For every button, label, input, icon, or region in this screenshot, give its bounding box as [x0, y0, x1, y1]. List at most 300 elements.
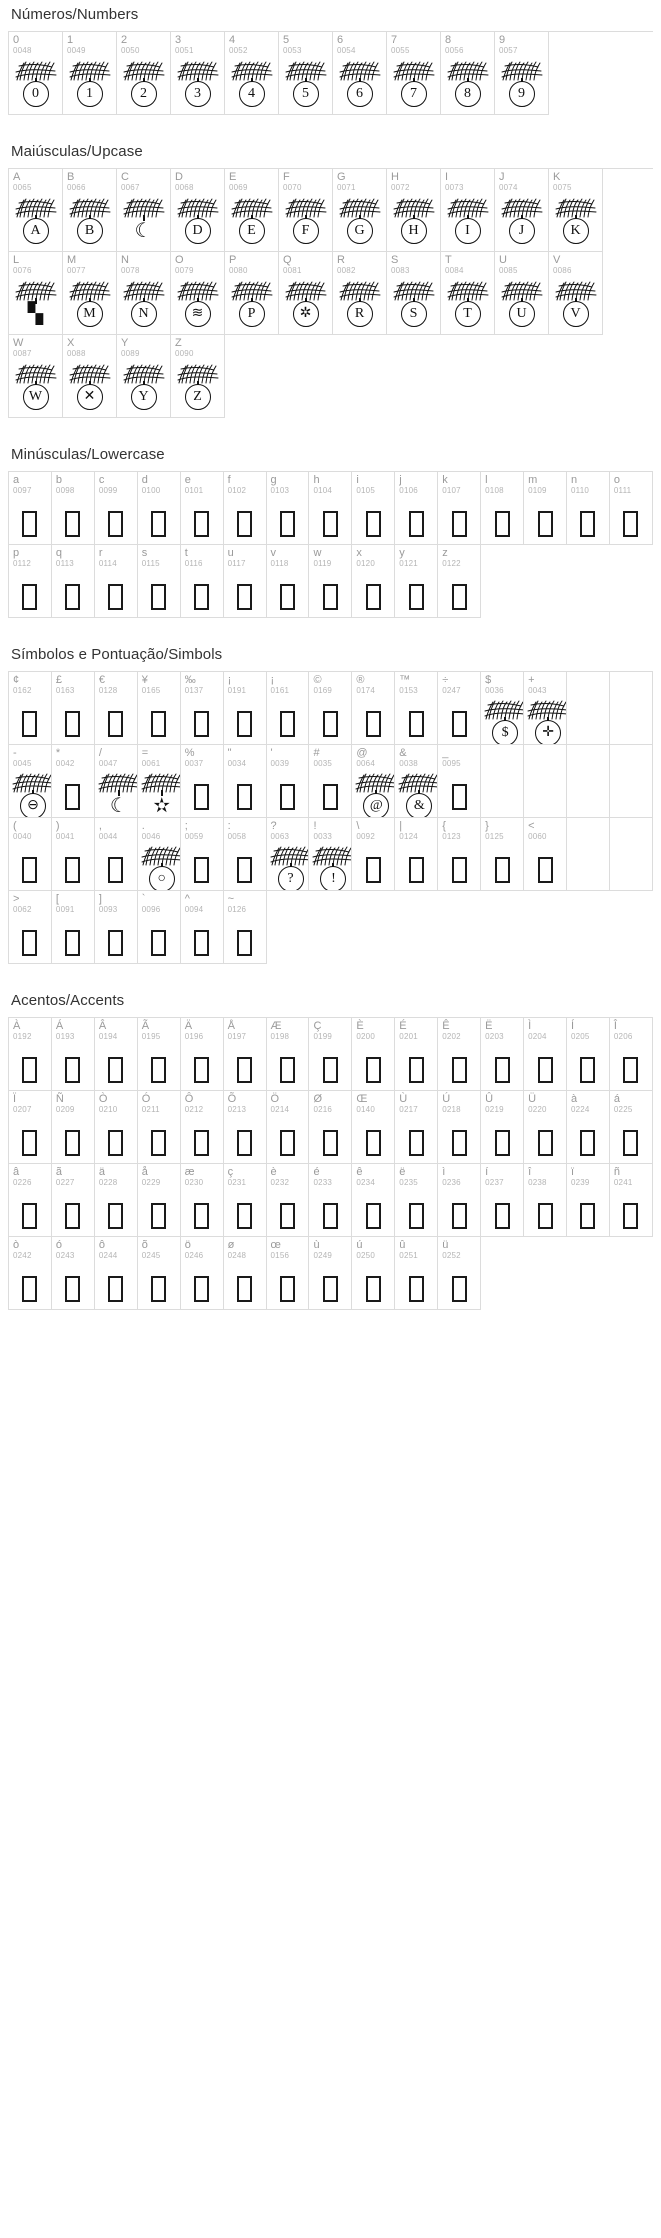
glyph-cell[interactable] — [63, 169, 117, 252]
glyph-code-label: 0110 — [570, 486, 589, 495]
glyph-medallion: R — [347, 301, 373, 327]
glyph-cell[interactable] — [181, 672, 224, 745]
glyph-char-label: * — [55, 747, 61, 759]
glyph-cell[interactable] — [267, 1237, 310, 1310]
glyph-cell[interactable] — [395, 1237, 438, 1310]
glyph-cell[interactable] — [438, 672, 481, 745]
glyph-cell[interactable] — [9, 745, 52, 818]
glyph-cell[interactable] — [138, 1164, 181, 1237]
glyph-preview — [610, 497, 652, 541]
glyph-cell[interactable] — [309, 1237, 352, 1310]
glyph-preview — [567, 770, 609, 814]
glyph-cell[interactable] — [438, 1164, 481, 1237]
glyph-cell[interactable] — [225, 252, 279, 335]
glyph-medallion: G — [347, 218, 373, 244]
missing-glyph-icon — [194, 511, 209, 537]
glyph-cell[interactable] — [279, 169, 333, 252]
glyph-char-label: ( — [13, 820, 17, 832]
glyph-cell[interactable] — [181, 818, 224, 891]
glyph-cell[interactable] — [610, 1018, 653, 1091]
glyph-preview — [333, 195, 386, 247]
glyph-char-label: ò — [13, 1239, 20, 1251]
glyph-cell[interactable] — [309, 1164, 352, 1237]
glyph-cell[interactable] — [610, 745, 653, 818]
glyph-cell[interactable] — [224, 745, 267, 818]
glyph-cell[interactable] — [95, 818, 138, 891]
glyph-char-label: = — [141, 747, 149, 759]
glyph-cell[interactable] — [333, 32, 387, 115]
glyph-cell[interactable] — [95, 1018, 138, 1091]
glyph-cell[interactable] — [395, 1018, 438, 1091]
glyph-code-label: 0203 — [485, 1032, 504, 1041]
glyph-code-label: 0137 — [184, 686, 204, 695]
decorated-glyph-icon — [336, 58, 384, 108]
decorated-glyph-icon — [66, 278, 114, 328]
glyph-cell[interactable] — [481, 1018, 524, 1091]
glyph-cell[interactable] — [481, 472, 524, 545]
glyph-cell[interactable] — [352, 1237, 395, 1310]
glyph-cell[interactable] — [309, 1091, 352, 1164]
glyph-char-label: 1 — [67, 34, 74, 46]
glyph-cell[interactable] — [117, 169, 171, 252]
glyph-cell[interactable] — [495, 32, 549, 115]
glyph-medallion: ✲ — [293, 301, 319, 327]
glyph-cell[interactable] — [181, 545, 224, 618]
glyph-cell[interactable] — [95, 545, 138, 618]
glyph-cell[interactable] — [117, 32, 171, 115]
glyph-code-label: 0124 — [399, 832, 418, 841]
glyph-preview — [9, 58, 62, 110]
glyph-cell[interactable] — [63, 252, 117, 335]
glyph-char-label: ; — [184, 820, 188, 832]
glyph-cell[interactable] — [9, 1164, 52, 1237]
glyph-char-label: 9 — [499, 34, 506, 46]
glyph-cell[interactable] — [181, 745, 224, 818]
glyph-cell[interactable] — [171, 335, 225, 418]
glyph-code-label: 0104 — [313, 486, 333, 495]
glyph-preview — [117, 278, 170, 330]
decorated-glyph-icon — [12, 58, 60, 108]
glyph-cell[interactable] — [63, 335, 117, 418]
glyph-cell[interactable] — [567, 672, 610, 745]
glyph-cell[interactable] — [224, 1237, 267, 1310]
glyph-preview — [63, 195, 116, 247]
glyph-char-label: ÷ — [442, 674, 449, 686]
glyph-cell[interactable] — [567, 1164, 610, 1237]
decorated-glyph-icon — [9, 770, 52, 818]
glyph-char-label: Y — [121, 337, 129, 349]
glyph-code-label: 0237 — [485, 1178, 504, 1187]
glyph-preview — [9, 843, 51, 887]
glyph-cell[interactable] — [224, 1018, 267, 1091]
glyph-cell[interactable] — [395, 472, 438, 545]
glyph-grid — [8, 471, 653, 618]
glyph-cell[interactable] — [395, 545, 438, 618]
glyph-code-label: 0232 — [270, 1178, 290, 1187]
glyph-cell[interactable] — [117, 335, 171, 418]
glyph-char-label: P — [229, 254, 237, 266]
glyph-cell[interactable] — [309, 745, 352, 818]
glyph-char-label: ‰ — [184, 674, 196, 686]
glyph-cell[interactable] — [267, 1018, 310, 1091]
glyph-cell[interactable] — [267, 545, 310, 618]
glyph-cell[interactable] — [181, 1018, 224, 1091]
glyph-cell[interactable] — [333, 169, 387, 252]
glyph-cell[interactable] — [138, 745, 181, 818]
glyph-medallion: ☾ — [134, 220, 153, 242]
glyph-preview — [309, 497, 351, 541]
glyph-char-label: f — [227, 474, 231, 486]
glyph-cell[interactable] — [495, 169, 549, 252]
glyph-code-label: 0224 — [570, 1105, 590, 1114]
glyph-cell[interactable] — [524, 745, 567, 818]
glyph-cell[interactable] — [481, 672, 524, 745]
glyph-code-label: 0035 — [313, 759, 333, 768]
glyph-cell[interactable] — [387, 32, 441, 115]
decorated-glyph-icon — [309, 843, 352, 891]
glyph-cell[interactable] — [395, 1091, 438, 1164]
glyph-cell[interactable] — [352, 545, 395, 618]
glyph-cell[interactable] — [352, 472, 395, 545]
glyph-cell[interactable] — [524, 472, 567, 545]
glyph-cell[interactable] — [95, 745, 138, 818]
glyph-preview — [9, 497, 51, 541]
glyph-cell[interactable] — [395, 818, 438, 891]
glyph-cell[interactable] — [52, 818, 95, 891]
glyph-code-label: 0082 — [337, 266, 356, 275]
glyph-cell[interactable] — [267, 672, 310, 745]
glyph-cell[interactable] — [9, 472, 52, 545]
glyph-cell[interactable] — [224, 818, 267, 891]
glyph-preview — [138, 1043, 180, 1087]
glyph-cell[interactable] — [441, 169, 495, 252]
glyph-cell[interactable] — [224, 891, 267, 964]
missing-glyph-icon — [237, 1203, 252, 1229]
glyph-char-label: ? — [270, 820, 277, 832]
glyph-cell[interactable] — [279, 252, 333, 335]
glyph-cell[interactable] — [95, 472, 138, 545]
glyph-char-label: å — [141, 1166, 148, 1178]
glyph-cell[interactable] — [9, 1091, 52, 1164]
glyph-preview — [63, 58, 116, 110]
sections-container — [8, 0, 653, 1310]
glyph-cell[interactable] — [524, 1091, 567, 1164]
glyph-cell[interactable] — [567, 818, 610, 891]
glyph-preview — [181, 697, 223, 741]
glyph-cell[interactable] — [438, 745, 481, 818]
glyph-preview — [309, 1189, 351, 1233]
glyph-cell[interactable] — [52, 1018, 95, 1091]
glyph-cell[interactable] — [352, 1018, 395, 1091]
glyph-cell[interactable] — [309, 818, 352, 891]
glyph-cell[interactable] — [549, 252, 603, 335]
glyph-char-label: C — [121, 171, 129, 183]
glyph-preview — [95, 1116, 137, 1160]
glyph-char-label: ó — [55, 1239, 63, 1251]
glyph-char-label: é — [313, 1166, 320, 1178]
glyph-preview — [171, 58, 224, 110]
glyph-cell[interactable] — [481, 745, 524, 818]
glyph-cell[interactable] — [138, 1018, 181, 1091]
glyph-cell[interactable] — [52, 472, 95, 545]
glyph-code-label: 0058 — [227, 832, 247, 841]
glyph-cell[interactable] — [9, 252, 63, 335]
glyph-char-label: è — [270, 1166, 277, 1178]
glyph-cell[interactable] — [395, 1164, 438, 1237]
glyph-char-label: S — [391, 254, 399, 266]
glyph-code-label: 0081 — [283, 266, 302, 275]
decorated-glyph-icon — [524, 697, 567, 745]
glyph-cell[interactable] — [395, 672, 438, 745]
glyph-code-label: 0055 — [391, 46, 410, 55]
glyph-cell[interactable] — [9, 1237, 52, 1310]
glyph-cell[interactable] — [52, 672, 95, 745]
glyph-cell[interactable] — [438, 472, 481, 545]
glyph-cell[interactable] — [138, 672, 181, 745]
glyph-cell[interactable] — [610, 818, 653, 891]
glyph-cell[interactable] — [524, 672, 567, 745]
glyph-cell[interactable] — [181, 1237, 224, 1310]
glyph-cell[interactable] — [181, 891, 224, 964]
glyph-cell[interactable] — [138, 1091, 181, 1164]
glyph-code-label: 0036 — [485, 686, 504, 695]
glyph-code-label: 0067 — [121, 183, 140, 192]
glyph-cell[interactable] — [52, 1237, 95, 1310]
glyph-cell[interactable] — [438, 545, 481, 618]
glyph-code-label: 0077 — [67, 266, 86, 275]
glyph-cell[interactable] — [224, 545, 267, 618]
glyph-preview — [138, 916, 180, 960]
glyph-cell[interactable] — [438, 1091, 481, 1164]
glyph-code-label: 0079 — [175, 266, 194, 275]
glyph-cell[interactable] — [567, 745, 610, 818]
glyph-cell[interactable] — [138, 891, 181, 964]
glyph-code-label: 0064 — [356, 759, 375, 768]
glyph-char-label: v — [270, 547, 277, 559]
glyph-cell[interactable] — [95, 891, 138, 964]
glyph-cell[interactable] — [9, 335, 63, 418]
glyph-preview — [279, 195, 332, 247]
glyph-cell[interactable] — [333, 252, 387, 335]
glyph-cell[interactable] — [438, 1237, 481, 1310]
missing-glyph-icon — [366, 1057, 381, 1083]
glyph-cell[interactable] — [352, 1091, 395, 1164]
glyph-cell[interactable] — [171, 32, 225, 115]
missing-glyph-icon — [194, 1203, 209, 1229]
glyph-preview — [9, 1262, 51, 1306]
glyph-cell[interactable] — [352, 1164, 395, 1237]
glyph-cell[interactable] — [171, 169, 225, 252]
glyph-code-label: 0204 — [528, 1032, 547, 1041]
glyph-cell[interactable] — [95, 672, 138, 745]
glyph-cell[interactable] — [267, 472, 310, 545]
glyph-cell[interactable] — [610, 672, 653, 745]
glyph-cell[interactable] — [9, 545, 52, 618]
glyph-cell[interactable] — [267, 1091, 310, 1164]
glyph-char-label: x — [356, 547, 362, 559]
glyph-cell[interactable] — [309, 1018, 352, 1091]
glyph-char-label: Ï — [13, 1093, 17, 1105]
glyph-preview — [333, 58, 386, 110]
glyph-cell[interactable] — [224, 472, 267, 545]
glyph-code-label: 0065 — [13, 183, 32, 192]
glyph-cell[interactable] — [171, 252, 225, 335]
glyph-cell[interactable] — [549, 169, 603, 252]
glyph-cell[interactable] — [224, 672, 267, 745]
glyph-char-label: [ — [55, 893, 59, 905]
glyph-char-label: 2 — [121, 34, 128, 46]
glyph-cell[interactable] — [267, 745, 310, 818]
glyph-cell[interactable] — [9, 169, 63, 252]
glyph-cell[interactable] — [138, 472, 181, 545]
glyph-cell[interactable] — [441, 252, 495, 335]
missing-glyph-icon — [22, 511, 37, 537]
glyph-medallion: V — [563, 301, 589, 327]
glyph-cell[interactable] — [95, 1091, 138, 1164]
glyph-cell[interactable] — [9, 891, 52, 964]
glyph-cell[interactable] — [52, 745, 95, 818]
glyph-cell[interactable] — [95, 1164, 138, 1237]
glyph-cell[interactable] — [610, 1164, 653, 1237]
glyph-code-label: 0192 — [13, 1032, 32, 1041]
glyph-cell[interactable] — [567, 472, 610, 545]
glyph-code-label: 0225 — [613, 1105, 633, 1114]
glyph-cell[interactable] — [181, 1091, 224, 1164]
missing-glyph-icon — [495, 511, 510, 537]
glyph-char-label: \ — [356, 820, 360, 832]
glyph-char-label: û — [399, 1239, 406, 1251]
glyph-cell[interactable] — [610, 1091, 653, 1164]
glyph-cell[interactable] — [438, 818, 481, 891]
glyph-medallion: J — [509, 218, 535, 244]
glyph-preview — [95, 570, 137, 614]
glyph-code-label: 0174 — [356, 686, 375, 695]
glyph-code-label: 0233 — [313, 1178, 333, 1187]
glyph-cell[interactable] — [352, 745, 395, 818]
glyph-cell[interactable] — [267, 818, 310, 891]
glyph-preview — [395, 1262, 437, 1306]
glyph-preview — [95, 1262, 137, 1306]
glyph-preview — [9, 770, 51, 814]
missing-glyph-icon — [194, 1130, 209, 1156]
missing-glyph-icon — [452, 1276, 467, 1302]
glyph-code-label: 0125 — [485, 832, 504, 841]
glyph-code-label: 0161 — [270, 686, 290, 695]
glyph-cell[interactable] — [9, 1018, 52, 1091]
glyph-char-label: p — [13, 547, 20, 559]
glyph-preview — [352, 497, 394, 541]
glyph-cell[interactable] — [441, 32, 495, 115]
glyph-code-label: 0078 — [121, 266, 140, 275]
missing-glyph-icon — [452, 711, 467, 737]
glyph-char-label: Â — [98, 1020, 107, 1032]
glyph-cell[interactable] — [481, 1164, 524, 1237]
glyph-cell[interactable] — [481, 1091, 524, 1164]
glyph-cell[interactable] — [138, 818, 181, 891]
missing-glyph-icon — [623, 1130, 638, 1156]
glyph-code-label: 0242 — [13, 1251, 32, 1260]
glyph-preview — [481, 770, 523, 814]
glyph-cell[interactable] — [309, 545, 352, 618]
missing-glyph-icon — [495, 857, 510, 883]
glyph-cell[interactable] — [63, 32, 117, 115]
glyph-cell[interactable] — [309, 672, 352, 745]
missing-glyph-icon — [580, 1130, 595, 1156]
glyph-cell[interactable] — [567, 1091, 610, 1164]
missing-glyph-icon — [108, 857, 123, 883]
glyph-char-label: " — [227, 747, 232, 759]
glyph-cell[interactable] — [387, 252, 441, 335]
missing-glyph-icon — [280, 711, 295, 737]
glyph-cell[interactable] — [395, 745, 438, 818]
glyph-code-label: 0119 — [313, 559, 332, 568]
glyph-cell[interactable] — [524, 1018, 567, 1091]
glyph-cell[interactable] — [524, 818, 567, 891]
missing-glyph-icon — [280, 584, 295, 610]
glyph-cell[interactable] — [9, 818, 52, 891]
glyph-cell[interactable] — [52, 545, 95, 618]
glyph-char-label: ¡ — [227, 674, 232, 686]
glyph-cell[interactable] — [95, 1237, 138, 1310]
glyph-cell[interactable] — [387, 169, 441, 252]
glyph-cell[interactable] — [267, 1164, 310, 1237]
glyph-char-label: - — [13, 747, 17, 759]
glyph-cell[interactable] — [117, 252, 171, 335]
glyph-cell[interactable] — [225, 32, 279, 115]
glyph-cell[interactable] — [9, 32, 63, 115]
glyph-medallion: B — [77, 218, 103, 244]
glyph-char-label: ñ — [613, 1166, 621, 1178]
glyph-cell[interactable] — [224, 1164, 267, 1237]
glyph-code-label: 0073 — [445, 183, 464, 192]
glyph-cell[interactable] — [52, 1164, 95, 1237]
glyph-cell[interactable] — [352, 818, 395, 891]
glyph-cell[interactable] — [225, 169, 279, 252]
glyph-cell[interactable] — [309, 472, 352, 545]
glyph-cell[interactable] — [138, 1237, 181, 1310]
glyph-cell[interactable] — [181, 472, 224, 545]
glyph-cell[interactable] — [524, 1164, 567, 1237]
glyph-char-label: ä — [98, 1166, 105, 1178]
glyph-cell[interactable] — [495, 252, 549, 335]
glyph-medallion: & — [406, 793, 432, 818]
glyph-cell[interactable] — [181, 1164, 224, 1237]
glyph-code-label: 0121 — [399, 559, 418, 568]
glyph-cell[interactable] — [481, 818, 524, 891]
glyph-cell[interactable] — [567, 1018, 610, 1091]
glyph-preview — [9, 916, 51, 960]
glyph-cell[interactable] — [52, 1091, 95, 1164]
missing-glyph-icon — [151, 930, 166, 956]
glyph-preview — [181, 570, 223, 614]
glyph-preview — [181, 770, 223, 814]
glyph-medallion: @ — [363, 793, 389, 818]
glyph-cell[interactable] — [9, 672, 52, 745]
glyph-cell[interactable] — [52, 891, 95, 964]
glyph-cell[interactable] — [224, 1091, 267, 1164]
glyph-code-label: 0231 — [227, 1178, 247, 1187]
glyph-cell[interactable] — [610, 472, 653, 545]
glyph-cell[interactable] — [438, 1018, 481, 1091]
glyph-char-label: e — [184, 474, 191, 486]
glyph-preview — [9, 697, 51, 741]
glyph-cell[interactable] — [279, 32, 333, 115]
glyph-preview — [549, 195, 602, 247]
missing-glyph-icon — [495, 1057, 510, 1083]
glyph-code-label: 0245 — [141, 1251, 161, 1260]
glyph-cell[interactable] — [138, 545, 181, 618]
glyph-cell[interactable] — [352, 672, 395, 745]
